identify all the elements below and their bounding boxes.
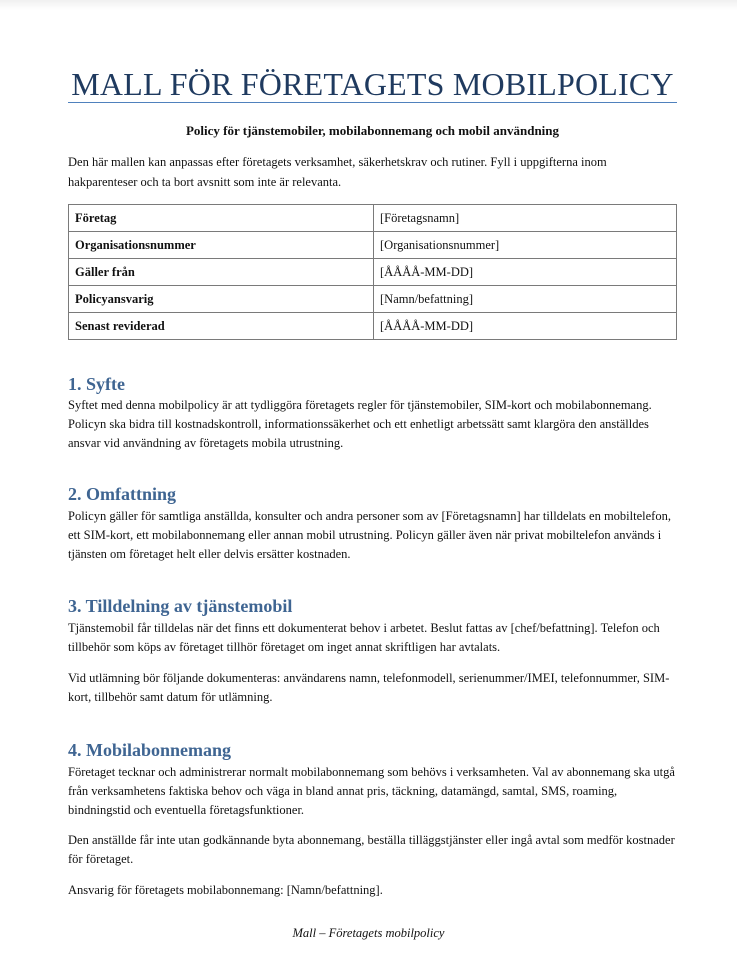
section-paragraph: Policyn gäller för samtliga anställda, konsulter och andra personer som av [Företagsnamn] har tilldelats en mobiltelefon, ett SIM-kort, ett mobilabonnemang eller annan mobil utrustning. Policyn gäller även när privat mobiltelefon används i tjänsten om företaget helt eller delvis ersätter kostnaden.: [68, 509, 671, 561]
document-title: MALL FÖR FÖRETAGETS MOBILPOLICY: [71, 66, 674, 102]
section-paragraph: Syftet med denna mobilpolicy är att tydliggöra företagets regler för tjänstemobiler, SIM-kort och mobilabonnemang. Policyn ska bidra till kostnadskontroll, informationssäkerhet och ett enhetligt arbetssätt samt klargöra den anställdes ansvar vid användning av företagets mobila utrustning.: [68, 398, 652, 450]
table-row: [69, 259, 677, 286]
section-heading-syfte: 1. Syfte: [68, 374, 125, 394]
table-row: [69, 286, 677, 313]
section-paragraph: Vid utlämning bör följande dokumenteras: användarens namn, telefonmodell, serienummer/IMEI, telefonnummer, SIM-kort, tillbehör samt datum för utlämning.: [68, 671, 670, 704]
table-row: [69, 205, 677, 232]
row-value: [Namn/befattning]: [374, 286, 677, 313]
row-label: Senast reviderad: [69, 313, 374, 340]
page-footer: Mall – Företagets mobilpolicy: [292, 926, 445, 940]
section-heading-mobilabonnemang: 4. Mobilabonnemang: [68, 740, 232, 760]
intro-paragraph: Den här mallen kan anpassas efter företagets verksamhet, säkerhetskrav och rutiner. Fyll i uppgifterna inom hakparenteser och ta bort avsnitt som inte är relevanta.: [68, 155, 607, 189]
row-label: Organisationsnummer: [69, 232, 374, 259]
section-heading-tilldelning: 3. Tilldelning av tjänstemobil: [68, 596, 293, 616]
document-subtitle: Policy för tjänstemobiler, mobilabonnemang och mobil användning: [185, 123, 560, 138]
section-paragraph: Företaget tecknar och administrerar normalt mobilabonnemang som behövs i verksamheten. Val av abonnemang ska utgå från verksamhetens faktiska behov och väga in bland annat pris, täckning, datamängd, samtal, SMS, roaming, bindningstid och eventuella företagsfunktioner.: [68, 765, 675, 817]
row-label: Gäller från: [69, 259, 374, 286]
row-value: [Företagsnamn]: [374, 205, 677, 232]
section-paragraph: Tjänstemobil får tilldelas när det finns ett dokumenterat behov i arbetet. Beslut fattas av [chef/befattning]. Telefon och tillbehör som köps av företaget tillhör företaget om inget annat skriftligen har avtalats.: [68, 621, 660, 654]
top-shadow: [0, 0, 737, 10]
table-row: [69, 232, 677, 259]
table-row: [69, 313, 677, 340]
row-value: [ÅÅÅÅ-MM-DD]: [374, 259, 677, 286]
company-info-table: [68, 204, 677, 340]
section-paragraph: Ansvarig för företagets mobilabonnemang: [Namn/befattning].: [68, 883, 383, 897]
row-value: [Organisationsnummer]: [374, 232, 677, 259]
row-label: Policyansvarig: [69, 286, 374, 313]
row-label: Företag: [69, 205, 374, 232]
row-value: [ÅÅÅÅ-MM-DD]: [374, 313, 677, 340]
title-underline: [68, 102, 677, 103]
section-paragraph: Den anställde får inte utan godkännande byta abonnemang, beställa tilläggstjänster eller ingå avtal som medför kostnader för företaget.: [68, 833, 675, 866]
section-heading-omfattning: 2. Omfattning: [68, 484, 176, 504]
